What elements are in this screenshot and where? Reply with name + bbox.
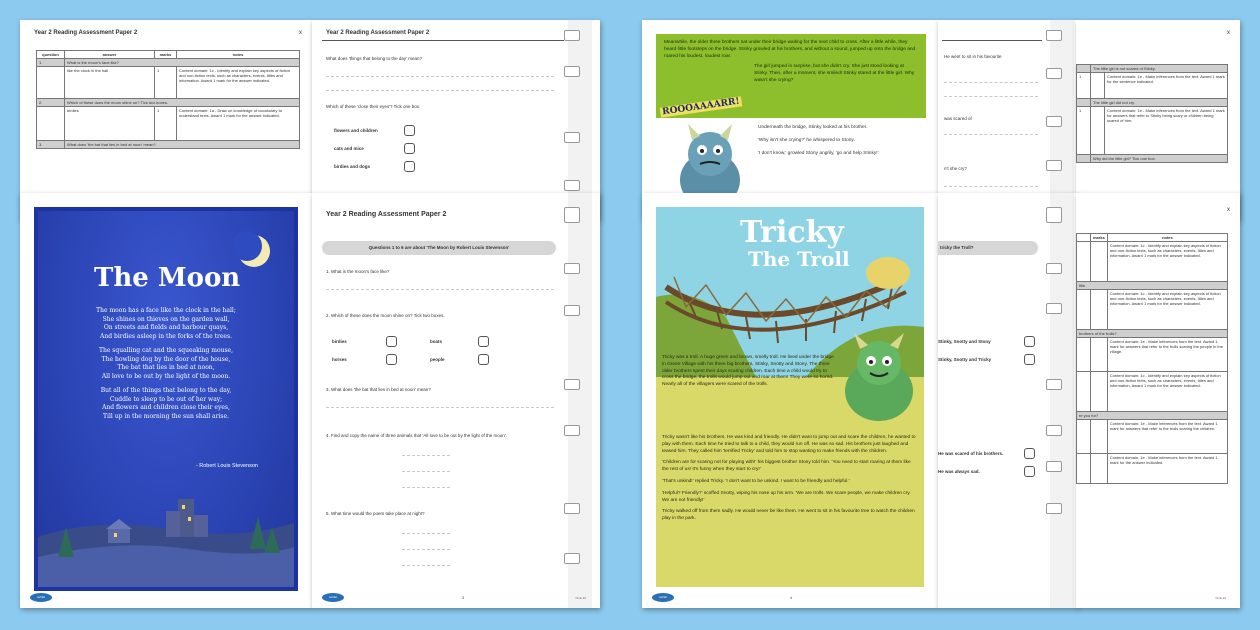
table-row bbox=[37, 107, 300, 141]
cell-q bbox=[1077, 420, 1091, 454]
mark-box[interactable] bbox=[564, 207, 580, 223]
story-intro: Tricky was a troll. A huge green and brown, smelly troll. He lived under the bridge in Green Village with his three big brothers, Stinky, Snotty and Stony. The three older brothers spent their days scaring children. Each time a child would try to cross the bridge, the trolls would jump out and roar at them! They were so horrid. Nearly all of the villagers were scared of the trolls. bbox=[662, 355, 834, 388]
question-text: was scared of bbox=[944, 116, 972, 121]
page-close-mark: x bbox=[1227, 207, 1230, 213]
questions-banner: Questions 1 to 6 are about 'The Moon by Robert Louis Stevenson' bbox=[322, 241, 556, 255]
roar-text: ROOOAAAARR! bbox=[661, 96, 741, 118]
mark-scheme-page-bottom-right bbox=[1076, 193, 1240, 608]
marks-column bbox=[1050, 193, 1074, 608]
table-row bbox=[1077, 65, 1228, 73]
story-paragraph: 'Helpful? Friendly?' scoffed Snotty, wiping his nose up his arm. 'We are trolls. We scare people, we make children cry. We are not friendly!' bbox=[662, 490, 911, 503]
cell-a: Which of these does the moon shine on? Tick two boxes. bbox=[65, 99, 300, 107]
option-4: He was always sad. bbox=[938, 469, 980, 474]
twinkl-logo: twinkl bbox=[322, 593, 344, 602]
cell-a: re you for? bbox=[1077, 412, 1228, 420]
poem-line: All love to be out by the light of the moon. bbox=[101, 372, 231, 380]
story-title-1: Tricky bbox=[740, 215, 844, 250]
cell-q bbox=[1077, 454, 1091, 484]
cell-m bbox=[1091, 454, 1108, 484]
marks-column bbox=[1050, 20, 1074, 220]
table-row bbox=[1077, 420, 1228, 454]
question-text: n't she cry? bbox=[944, 166, 967, 171]
cell-m bbox=[1091, 420, 1108, 454]
header-rule bbox=[322, 40, 564, 41]
marks-column bbox=[568, 193, 592, 608]
mark-box[interactable] bbox=[1046, 160, 1062, 171]
answer-line[interactable] bbox=[944, 186, 1038, 187]
option-2: Stinky, Snotty and Tricky bbox=[938, 357, 992, 362]
cell-m: 1 bbox=[155, 67, 177, 99]
answer-line[interactable] bbox=[402, 487, 450, 488]
page-code: T2-E-10 bbox=[1215, 596, 1226, 600]
cell-q bbox=[37, 107, 65, 141]
question-text: tricky the Troll? bbox=[940, 245, 974, 250]
cell-m bbox=[1091, 372, 1108, 412]
cell-a bbox=[1091, 73, 1105, 99]
mark-scheme-table bbox=[1076, 64, 1228, 163]
cell-n: Content domain: 1e - Make inferences from the text. Award 1 mark for answers that refer to the trolls scaring the people in the village. bbox=[1107, 338, 1227, 372]
checkbox-flowers[interactable] bbox=[404, 125, 415, 136]
mark-box[interactable] bbox=[564, 553, 580, 564]
mark-box[interactable] bbox=[1046, 303, 1062, 314]
mark-scheme-title: Year 2 Reading Assessment Paper 2 bbox=[34, 30, 138, 36]
troll-poster bbox=[656, 207, 924, 587]
table-row bbox=[1077, 372, 1228, 412]
option-boats: boats bbox=[430, 339, 443, 344]
poem-line: And birdies asleep in the forks of the trees. bbox=[100, 332, 232, 340]
answer-line[interactable] bbox=[944, 134, 1038, 135]
mark-scheme-page-left bbox=[20, 20, 312, 220]
question-3: 3. What does 'the bat that lies in bed at noon' mean? bbox=[326, 387, 431, 392]
cell-n: Content domain: 1c - Identify and explain key aspects of fiction and non-fiction texts, such as characters, events, titles and information. Award 1 mark for the answer indicated. bbox=[1107, 290, 1227, 330]
mark-box[interactable] bbox=[564, 66, 580, 77]
poem-line: The bat that lies in bed at noon, bbox=[117, 364, 215, 371]
cell-q bbox=[1077, 242, 1091, 282]
questions-page-top-right bbox=[938, 20, 1078, 220]
cell-a: title bbox=[1077, 282, 1228, 290]
table-row bbox=[1077, 330, 1228, 338]
answer-line[interactable] bbox=[402, 471, 450, 472]
table-row bbox=[1077, 242, 1228, 282]
mark-scheme-table bbox=[1076, 233, 1228, 484]
mark-box[interactable] bbox=[1046, 116, 1062, 127]
mark-box[interactable] bbox=[1046, 263, 1062, 274]
answer-line[interactable] bbox=[402, 533, 450, 534]
table-row bbox=[37, 59, 300, 67]
page-number: 4 bbox=[790, 596, 792, 600]
answer-line[interactable] bbox=[402, 549, 450, 550]
checkbox-option-2[interactable] bbox=[1024, 354, 1035, 365]
cell-a: Why did the little girl? Tick one box. bbox=[1091, 155, 1228, 163]
cell-n: Content domain: 1e - Make inferences from the text. Award 1 mark for answers that refer to the trolls scaring the children. bbox=[1107, 420, 1227, 454]
twinkl-logo: twinkl bbox=[652, 593, 674, 602]
mark-box[interactable] bbox=[564, 180, 580, 191]
cell-q: 3. bbox=[37, 141, 65, 149]
poem-line: But all of the things that belong to the day, bbox=[100, 387, 232, 394]
cell-n: Content domain: 1e - Make inferences from the text. Award 1 mark for the answer indicated. bbox=[1107, 454, 1227, 484]
cell-q bbox=[1077, 99, 1091, 107]
cell-q: 2. bbox=[37, 99, 65, 107]
option-people: people bbox=[430, 357, 445, 362]
answer-line[interactable] bbox=[944, 82, 1038, 83]
table-header-row bbox=[1077, 234, 1228, 242]
page-number: 3 bbox=[462, 596, 464, 600]
option-horses: horses bbox=[332, 357, 347, 362]
story-line: 'Why isn't she crying?' he whispered to Stony. bbox=[758, 138, 855, 143]
story-paragraph: 'Children are for scaring not for playing with!' his biggest brother Stony told him. 'You need to start roaring at them like the rest of us! It's funny when they start to cry!' bbox=[662, 460, 911, 473]
answer-line[interactable] bbox=[326, 76, 554, 77]
col-marks: marks bbox=[155, 51, 177, 59]
checkbox-option-3[interactable] bbox=[1024, 448, 1035, 459]
cell-q bbox=[1077, 372, 1091, 412]
mark-box[interactable] bbox=[1046, 461, 1062, 472]
poem-author: - Robert Louis Stevenson bbox=[195, 463, 258, 469]
table-row bbox=[1077, 107, 1228, 155]
poem-line: The moon has a face like the clock in the hall; bbox=[96, 307, 236, 314]
col-question: question bbox=[37, 51, 65, 59]
cell-n: Content domain: 1e - Make inferences from the text. Award 1 mark for the sentence indicated. bbox=[1105, 73, 1228, 99]
story-paragraph: The girl jumped in surprise, but she didn't cry. She just stood looking at Stinky. Then, after a moment, she smiled! Stinky stared at the little girl. Why wasn't she crying? bbox=[754, 64, 915, 83]
poem-line: On streets and fields and harbour quays, bbox=[103, 324, 229, 331]
mark-box[interactable] bbox=[1046, 425, 1062, 436]
question-4: 4. Find and copy the name of three animals that 'All love to be out by the light of the moon'. bbox=[326, 433, 507, 438]
col-q bbox=[1077, 234, 1091, 242]
checkbox-option-1[interactable] bbox=[1024, 336, 1035, 347]
table-row bbox=[37, 99, 300, 107]
cell-a: The little girl is not scared of Stinky. bbox=[1091, 65, 1228, 73]
cell-q: 1 bbox=[1077, 73, 1091, 99]
questions-page-bottom-right bbox=[938, 193, 1078, 608]
table-row bbox=[1077, 99, 1228, 107]
cell-n: Content domain: 1c - Identify and explain key aspects of fiction and non-fiction texts, such as characters, events, titles and information. Award 1 mark for the answer indicated. bbox=[177, 67, 300, 99]
poem-title: The Moon bbox=[94, 263, 241, 293]
checkbox-birdies[interactable] bbox=[386, 336, 397, 347]
cell-q: 1. bbox=[37, 59, 65, 67]
option-birdies: birdies and dogs bbox=[334, 164, 371, 169]
page-code: T2-E-10 bbox=[575, 596, 586, 600]
story-line: Underneath the bridge, Stinky looked at his brother. bbox=[758, 125, 868, 130]
mark-box[interactable] bbox=[1046, 379, 1062, 390]
table-row bbox=[1077, 454, 1228, 484]
option-flowers: flowers and children bbox=[334, 128, 378, 133]
poem-line: The squalling cat and the squeaking mouse, bbox=[98, 347, 233, 354]
table-row bbox=[1077, 73, 1228, 99]
cell-m bbox=[1091, 338, 1108, 372]
story-paragraph: 'That's unkind!' replied Tricky. 'I don't want to be unkind. I want to be friendly and helpful.' bbox=[662, 478, 850, 484]
option-3: He was scared of his brothers. bbox=[938, 451, 1004, 456]
mark-box[interactable] bbox=[564, 305, 580, 316]
troll-story-page bbox=[642, 193, 938, 608]
checkbox-cats[interactable] bbox=[404, 143, 415, 154]
cell-q bbox=[1077, 155, 1091, 163]
option-1: Stinky, Snotty and Stony bbox=[938, 339, 991, 344]
mark-box[interactable] bbox=[564, 132, 580, 143]
answer-line[interactable] bbox=[944, 96, 1038, 97]
poem-line: Cuddle to sleep to be out of her way; bbox=[109, 395, 223, 403]
cell-q bbox=[1077, 65, 1091, 73]
table-row bbox=[37, 67, 300, 99]
col-answer: answer bbox=[65, 51, 155, 59]
mark-box[interactable] bbox=[1046, 503, 1062, 514]
question-2: 2. Which of these does the moon shine on? Tick two boxes. bbox=[326, 313, 445, 318]
story-paragraph: Tricky walked off from them sadly. He would never be like them. He went to sit in his favourite tree to watch the children play in the park. bbox=[662, 509, 915, 522]
checkbox-horses[interactable] bbox=[386, 354, 397, 365]
table-row bbox=[37, 141, 300, 149]
table-header-row bbox=[37, 51, 300, 59]
checkbox-option-4[interactable] bbox=[1024, 466, 1035, 477]
col-notes: notes bbox=[1107, 234, 1227, 242]
question-text: He went to sit in his favourite bbox=[944, 54, 1002, 59]
story-paragraph: Tricky wasn't like his brothers. He was kind and friendly. He didn't want to jump out and scare the children, he wanted to play with them. Each time he tried to talk to a child, they would run off. He was so sad. His brothers just laughed and teased him. They called him 'terrified Tricky' and told him to stop wanting to make friends with the children. bbox=[662, 435, 916, 454]
mark-box[interactable] bbox=[564, 425, 580, 436]
cell-q bbox=[1077, 290, 1091, 330]
table-row bbox=[1077, 282, 1228, 290]
option-cats: cats and mice bbox=[334, 146, 364, 151]
cell-a: like the clock in the hall bbox=[65, 67, 155, 99]
mark-box[interactable] bbox=[1046, 68, 1062, 79]
green-troll-illustration bbox=[834, 331, 924, 421]
story-lower-text bbox=[758, 124, 924, 157]
answer-line[interactable] bbox=[402, 455, 450, 456]
col-marks: marks bbox=[1091, 234, 1108, 242]
question-7: Which of these 'close their eyes'? Tick one box. bbox=[326, 104, 421, 109]
moon-poem-page bbox=[20, 193, 312, 608]
story-paragraph: Meanwhile, the older three brothers sat under their bridge waiting for the next child to cross. After a little while, they heard little footsteps on the bridge. Stinky growled at his brothers, and without a sound, jumped up onto the bridge and roared his loudest, loudest roar. bbox=[664, 40, 916, 59]
questions-page-bottom-left bbox=[312, 193, 600, 608]
question-1: 1. What is the moon's face like? bbox=[326, 269, 390, 274]
question-banner bbox=[938, 241, 1038, 255]
cell-n: Content domain: 1a - Draw on knowledge of vocabulary to understand texts. Award 1 mark for the answer indicated. bbox=[177, 107, 300, 141]
answer-line[interactable] bbox=[326, 289, 554, 290]
question-5: 5. What time would the poem take place at night? bbox=[326, 511, 425, 516]
mark-box[interactable] bbox=[1046, 207, 1062, 223]
marks-column bbox=[568, 20, 592, 220]
paper-header: Year 2 Reading Assessment Paper 2 bbox=[326, 30, 430, 36]
moon-poster-inner bbox=[38, 211, 294, 587]
troll-story-page-top bbox=[642, 20, 938, 220]
mark-box[interactable] bbox=[564, 503, 580, 514]
header-rule bbox=[942, 40, 1042, 41]
cell-q: 1 bbox=[1077, 107, 1091, 155]
cell-a bbox=[1091, 107, 1105, 155]
cell-n: Content domain: 1e - Make inferences from the text. Award 1 mark for answers that refer to Stinky being scary or children being scared of him. bbox=[1105, 107, 1228, 155]
answer-line[interactable] bbox=[326, 407, 554, 408]
mark-box[interactable] bbox=[564, 379, 580, 390]
moon-poster bbox=[34, 207, 298, 591]
answer-line[interactable] bbox=[402, 565, 450, 566]
cell-a: The little girl did not cry. bbox=[1091, 99, 1228, 107]
poem-line: The howling dog by the door of the house, bbox=[101, 355, 231, 363]
poem-line: She shines on thieves on the garden wall, bbox=[102, 315, 230, 323]
cell-a: birdies bbox=[65, 107, 155, 141]
mark-box[interactable] bbox=[1046, 30, 1062, 41]
cell-q bbox=[37, 67, 65, 99]
village-illustration bbox=[38, 477, 294, 587]
story-line: 'I don't know,' growled Stony angrily, 'go and help Stinky!' bbox=[758, 151, 879, 156]
option-birdies: birdies bbox=[332, 339, 347, 344]
cell-a: brothers of the trolls? bbox=[1077, 330, 1228, 338]
cell-n: Content domain: 1c - Identify and explain key aspects of fiction and non-fiction texts, such as characters, events, titles and information. Award 1 mark for the answer indicated. bbox=[1107, 242, 1227, 282]
checkbox-people[interactable] bbox=[478, 354, 489, 365]
mark-scheme-table bbox=[36, 50, 300, 149]
cell-a: What is the moon's face like? bbox=[65, 59, 300, 67]
cell-n: Content domain: 1c - Identify and explain key aspects of fiction and non-fiction texts, such as characters, events, titles and information. Award 1 mark for the answer indicated. bbox=[1107, 372, 1227, 412]
mark-box[interactable] bbox=[564, 30, 580, 41]
story-body bbox=[662, 435, 918, 528]
col-notes: notes bbox=[177, 51, 300, 59]
cell-m: 1 bbox=[155, 107, 177, 141]
cell-m bbox=[1091, 242, 1108, 282]
poem-line: Till up in the morning the sun shall arise. bbox=[103, 412, 229, 420]
answer-line[interactable] bbox=[326, 90, 554, 91]
table-row bbox=[1077, 155, 1228, 163]
twinkl-logo: twinkl bbox=[30, 593, 52, 602]
checkbox-birdies[interactable] bbox=[404, 161, 415, 172]
mark-box[interactable] bbox=[564, 263, 580, 274]
poem-line: And flowers and children close their eyes, bbox=[102, 404, 230, 411]
story-title-2: The Troll bbox=[748, 247, 850, 271]
page-close-mark: x bbox=[1227, 30, 1230, 36]
table-row bbox=[1077, 338, 1228, 372]
poem-body bbox=[48, 307, 284, 421]
questions-page-top-left bbox=[312, 20, 600, 220]
cell-m bbox=[1091, 290, 1108, 330]
table-row bbox=[1077, 290, 1228, 330]
checkbox-boats[interactable] bbox=[478, 336, 489, 347]
question-5: What does 'things that belong to the day' mean? bbox=[326, 56, 423, 61]
page-close-mark: x bbox=[299, 30, 302, 36]
paper-header: Year 2 Reading Assessment Paper 2 bbox=[326, 211, 447, 218]
table-row bbox=[1077, 412, 1228, 420]
mark-scheme-page-top-right bbox=[1076, 20, 1240, 220]
cell-q bbox=[1077, 338, 1091, 372]
cell-a: What does 'the bat that lies in bed at noon' mean? bbox=[65, 141, 300, 149]
